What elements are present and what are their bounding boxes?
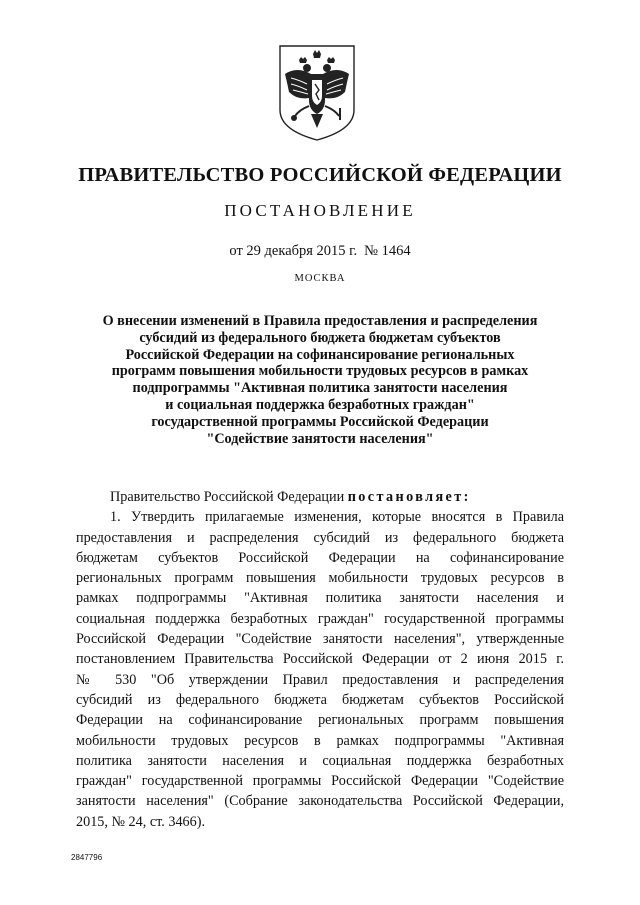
document-date-line	[0, 243, 640, 260]
body-line: Российской Федерации "Содействие занятости населения", утвержденные	[76, 631, 564, 648]
document-date: от 29 декабря 2015 г.	[229, 243, 358, 259]
intro-text: Правительство Российской Федерации	[110, 489, 348, 505]
title-line: субсидий из федерального бюджета бюджетам субъектов	[139, 329, 501, 346]
document-city: МОСКВА	[294, 273, 346, 284]
title-line: государственной программы Российской Федерации	[151, 413, 489, 430]
government-heading: ПРАВИТЕЛЬСТВО РОССИЙСКОЙ ФЕДЕРАЦИИ	[78, 164, 562, 186]
body-line: региональных программ повышения мобильности трудовых ресурсов в	[76, 570, 564, 587]
body-line: 1. Утвердить прилагаемые изменения, которые вносятся в Правила	[110, 509, 564, 526]
body-line: 2015, № 24, ст. 3466).	[76, 813, 206, 830]
body-line: занятости населения" (Собрание законодательства Российской Федерации,	[76, 793, 564, 810]
coat-of-arms-icon	[277, 44, 357, 142]
body-line: мобильности трудовых ресурсов в рамках подпрограммы "Активная	[76, 732, 564, 749]
body-line: Федерации на софинансирование региональных программ повышения	[76, 712, 564, 729]
title-line: "Содействие занятости населения"	[206, 430, 434, 447]
title-line: и социальная поддержка безработных граждан"	[165, 396, 475, 413]
body-line: граждан" государственной программы Российской Федерации "Содействие	[76, 773, 564, 790]
title-line: подпрограммы "Активная политика занятости населения	[132, 380, 508, 397]
body-line: № 530 "Об утверждении Правил предоставления и распределения	[76, 671, 564, 688]
body-line: предоставления и распределения субсидий из федерального бюджета	[76, 529, 564, 546]
document-title	[60, 313, 580, 447]
title-line: О внесении изменений в Правила предоставления и распределения	[102, 313, 538, 329]
body-line: политика занятости населения и социальная поддержка безработных	[76, 752, 564, 769]
body-line: социальная поддержка безработных граждан" государственной программы	[76, 610, 564, 627]
body-line: рамках подпрограммы "Активная политика занятости населения и	[76, 590, 564, 607]
body-line: постановлением Правительства Российской Федерации от 2 июня 2015 г.	[76, 651, 564, 668]
document-id: 2847796	[71, 853, 103, 862]
title-line: программ повышения мобильности трудовых ресурсов в рамках	[111, 363, 529, 380]
body-line: субсидий из федерального бюджета бюджетам субъектов Российской	[76, 691, 564, 708]
document-body	[76, 487, 564, 832]
intro-paragraph	[76, 487, 564, 507]
document-number: № 1464	[364, 243, 411, 259]
document-type: ПОСТАНОВЛЕНИЕ	[224, 201, 416, 220]
title-line: Российской Федерации на софинансирование региональных	[125, 346, 515, 363]
intro-decree-word: постановляет:	[347, 489, 471, 505]
body-line: бюджетам субъектов Российской Федерации на софинансирование	[76, 549, 564, 566]
